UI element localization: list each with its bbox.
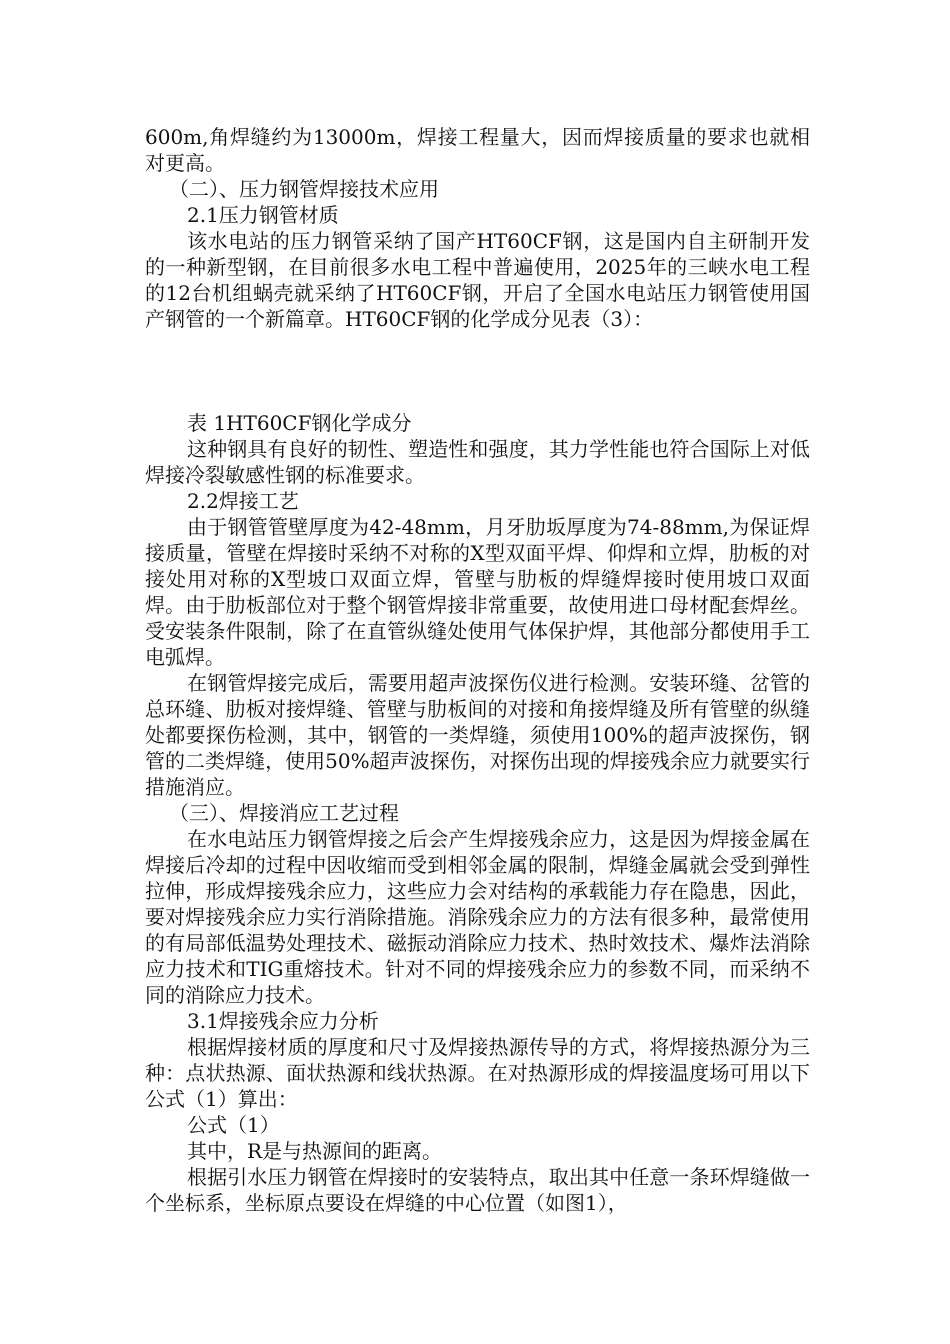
section-heading-2: （二）、压力钢管焊接技术应用: [169, 177, 439, 201]
paragraph-formula-note: 其中，R是与热源间的距离。: [187, 1139, 443, 1163]
paragraph-heat-source: 根据焊接材质的厚度和尺寸及焊接热源传导的方式，将焊接热源分为三种：点状热源、面状热源和线状热源。在对热源形成的焊接温度场可用以下公式（1）算出：: [145, 1035, 810, 1111]
subsection-heading-2-2: 2.2焊接工艺: [187, 489, 299, 513]
paragraph-steel-material: 该水电站的压力钢管采纳了国产HT60CF钢，这是国内自主研制开发的一种新型钢，在目前很多水电工程中普遍使用，2025年的三峡水电工程的12台机组蜗壳就采纳了HT60CF钢，开启了全国水电站压力钢管使用国产钢管的一个新篇章。HT60CF钢的化学成分见表（3）：: [145, 229, 810, 331]
subsection-heading-3-1: 3.1焊接残余应力分析: [187, 1009, 379, 1033]
paragraph-steel-properties: 这种钢具有良好的韧性、塑造性和强度，其力学性能也符合国际上对低焊接冷裂敏感性钢的标准要求。: [145, 437, 810, 487]
table-caption: 表 1HT60CF钢化学成分: [187, 411, 412, 435]
formula-label: 公式（1）: [187, 1113, 280, 1137]
paragraph-residual-stress: 在水电站压力钢管焊接之后会产生焊接残余应力，这是因为焊接金属在焊接后冷却的过程中因收缩而受到相邻金属的限制，焊缝金属就会受到弹性拉伸，形成焊接残余应力，这些应力会对结构的承载能力存在隐患，因此，要对焊接残余应力实行消除措施。消除残余应力的方法有很多种，最常使用的有局部低温势处理技术、磁振动消除应力技术、热时效技术、爆炸法消除应力技术和TIG重熔技术。针对不同的焊接残余应力的参数不同，而采纳不同的消除应力技术。: [145, 827, 810, 1007]
paragraph-continuation: 600m,角焊缝约为13000m，焊接工程量大，因而焊接质量的要求也就相对更高。: [145, 125, 810, 175]
section-heading-3: （三）、焊接消应工艺过程: [169, 801, 399, 825]
document-body: [145, 124, 810, 1216]
paragraph-coordinate-system: 根据引水压力钢管在焊接时的安装特点，取出其中任意一条环焊缝做一个坐标系，坐标原点要设在焊缝的中心位置（如图1），: [145, 1165, 810, 1215]
paragraph-inspection: 在钢管焊接完成后，需要用超声波探伤仪进行检测。安装环缝、岔管的总环缝、肋板对接焊缝、管壁与肋板间的对接和角接焊缝及所有管壁的纵缝处都要探伤检测，其中，钢管的一类焊缝，须使用100%的超声波探伤，钢管的二类焊缝，使用50%超声波探伤，对探伤出现的焊接残余应力就要实行措施消应。: [145, 671, 810, 799]
subsection-heading-2-1: 2.1压力钢管材质: [187, 203, 339, 227]
paragraph-welding-process: 由于钢管管壁厚度为42-48mm，月牙肋坂厚度为74-88mm,为保证焊接质量，管壁在焊接时采纳不对称的X型双面平焊、仰焊和立焊，肋板的对接处用对称的X型坡口双面立焊，管壁与肋板的焊缝焊接时使用坡口双面焊。由于肋板部位对于整个钢管焊接非常重要，故使用进口母材配套焊丝。受安装条件限制，除了在直管纵缝处使用气体保护焊，其他部分都使用手工电弧焊。: [145, 515, 810, 669]
table-placeholder-space: [145, 332, 810, 410]
